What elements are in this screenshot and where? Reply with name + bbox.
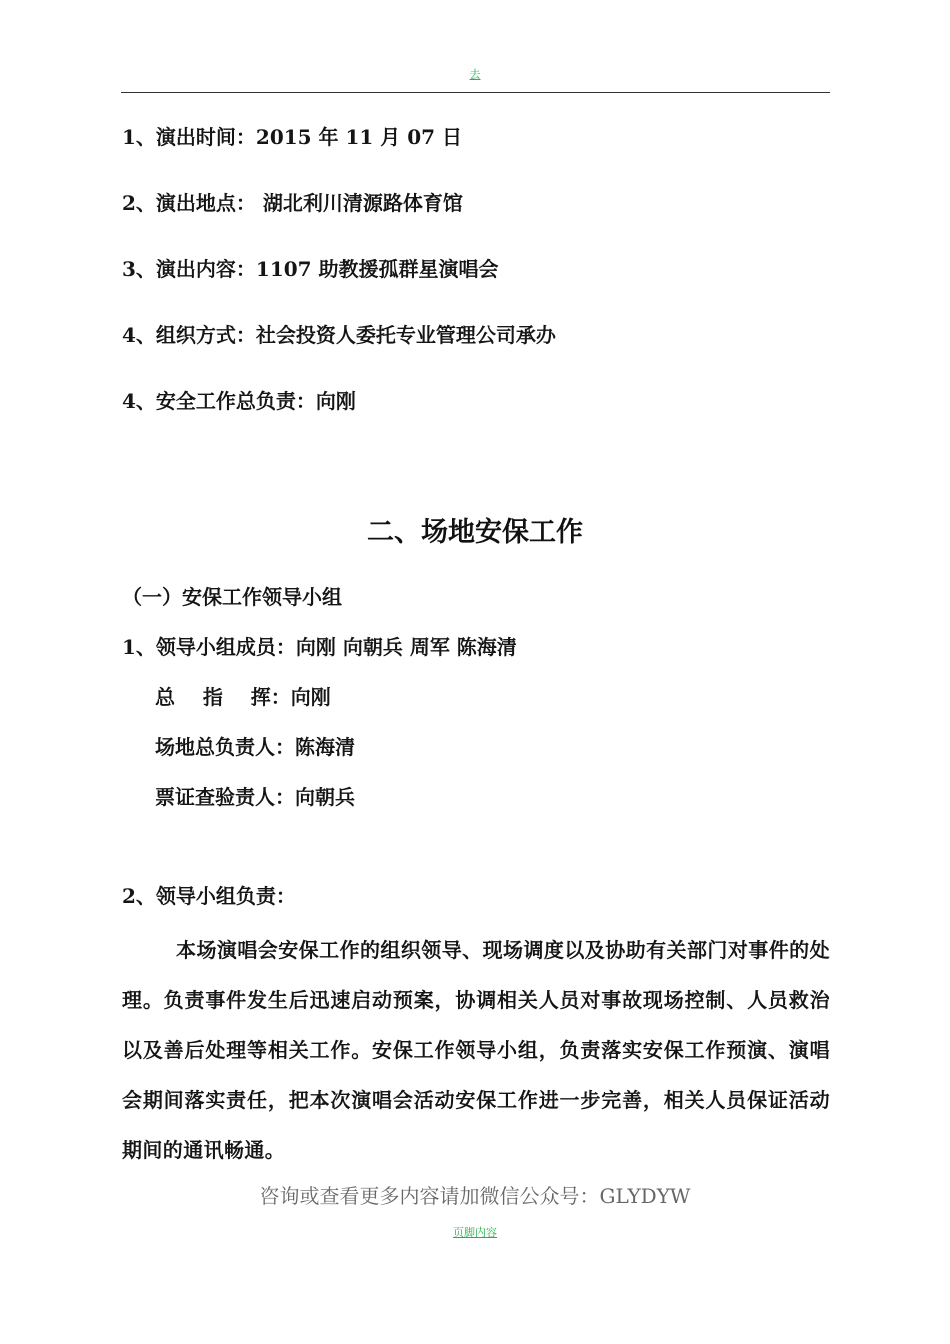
section-title: 二、场地安保工作 — [367, 517, 583, 548]
footer-mark: 页脚内容 — [453, 1226, 497, 1239]
venue-lead-line: 场地总负责人：陈海清 — [155, 735, 355, 759]
duty-paragraph: 本场演唱会安保工作的组织领导、现场调度以及协助有关部门对事件的处理。负责事件发生后迅速启动预案，协调相关人员对事故现场控制、人员救治以及善后处理等相关工作。安保工作领导小组，负责落实安保工作预演、演唱会期间落实责任，把本次演唱会活动安保工作进一步完善，相关人员保证活动期间的通讯畅通。 — [122, 938, 830, 1162]
header-mark: 去 — [469, 68, 481, 81]
footer-note: 咨询或查看更多内容请加微信公众号：GLYDYW — [259, 1184, 691, 1208]
ticket-lead-line: 票证查验责人：向朝兵 — [155, 785, 355, 809]
header-divider — [121, 92, 830, 93]
info-item-time: 1、演出时间：2015 年 11 月 07 日 — [122, 125, 463, 149]
leadership-members: 1、领导小组成员：向刚 向朝兵 周军 陈海清 — [122, 635, 517, 659]
duty-heading: 2、领导小组负责： — [122, 884, 296, 908]
info-item-content: 3、演出内容：1107 助教援孤群星演唱会 — [122, 257, 499, 281]
info-item-location: 2、演出地点： 湖北利川清源路体育馆 — [122, 191, 463, 215]
info-item-organization: 4、组织方式：社会投资人委托专业管理公司承办 — [122, 323, 556, 347]
info-item-safety-lead: 4、安全工作总负责：向刚 — [122, 389, 356, 413]
commander-line: 总 指 挥：向刚 — [155, 685, 331, 709]
subsection-heading: （一）安保工作领导小组 — [122, 585, 342, 609]
